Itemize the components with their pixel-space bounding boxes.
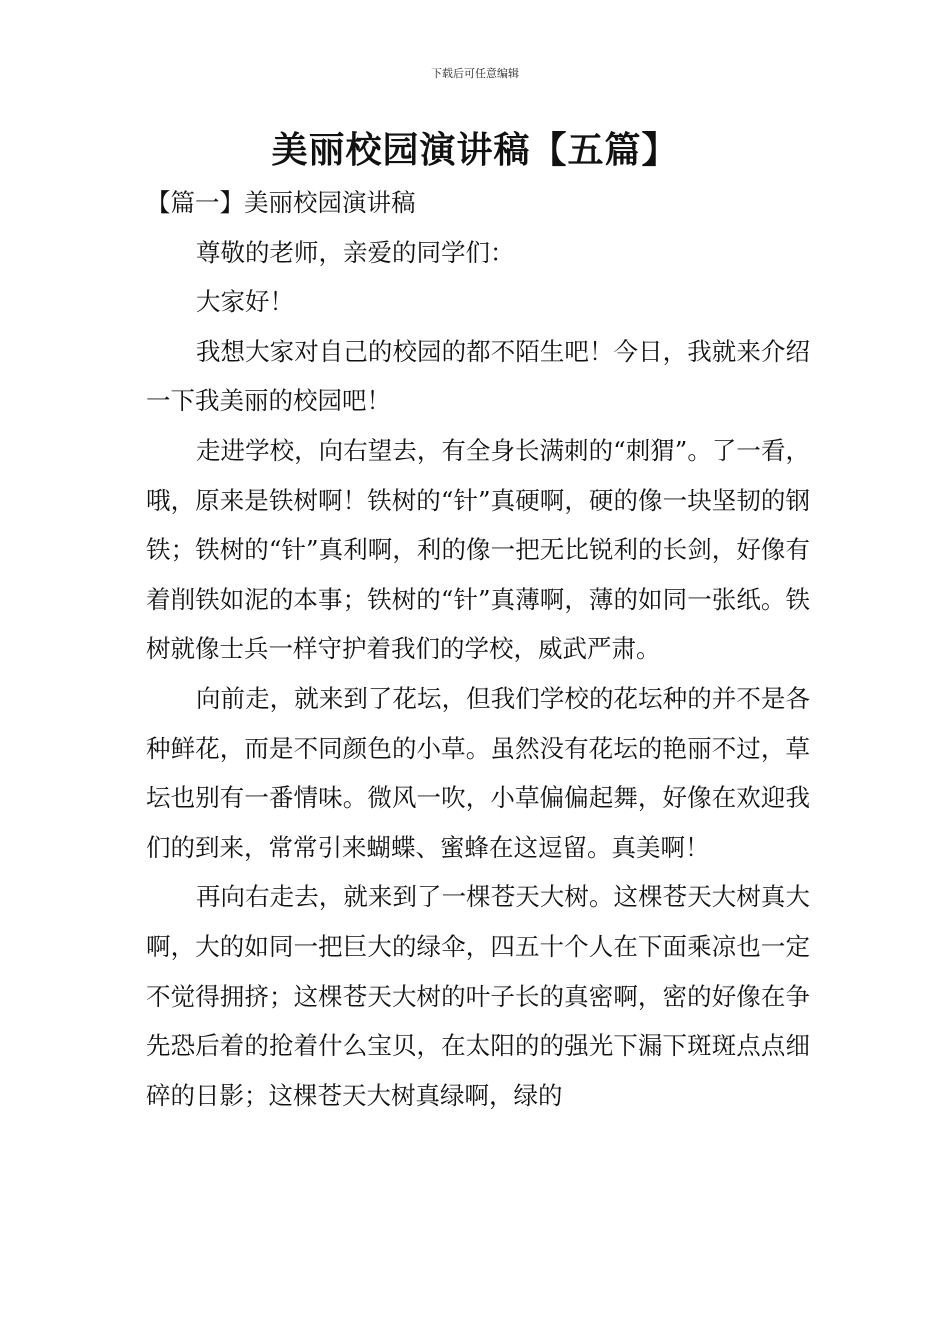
document-body	[146, 178, 810, 1120]
paragraph-intro: 我想大家对自己的校园的都不陌生吧！今日，我就来介绍一下我美丽的校园吧！	[146, 336, 810, 416]
paragraph-big-tree: 再向右走去，就来到了一棵苍天大树。这棵苍天大树真大啊，大的如同一把巨大的绿伞，四五十个人在下面乘凉也一定不觉得拥挤；这棵苍天大树的叶子长的真密啊，密的好像在争先恐后着的抢着什么宝贝，在太阳的的强光下漏下斑斑点点细碎的日影；这棵苍天大树真绿啊，绿的	[146, 882, 810, 1110]
document-title: 美丽校园演讲稿【五篇】	[271, 129, 679, 171]
section-heading: 【篇一】美丽校园演讲稿	[146, 188, 416, 217]
paragraph-flower-bed: 向前走，就来到了花坛，但我们学校的花坛种的并不是各种鲜花，而是不同颜色的小草。虽然没有花坛的艳丽不过，草坛也别有一番情味。微风一吹，小草偏偏起舞，好像在欢迎我们的到来，常常引来蝴蝶、蜜蜂在这逗留。真美啊！	[146, 683, 810, 862]
paragraph-iron-tree: 走进学校，向右望去，有全身长满刺的“刺猬”。了一看，哦，原来是铁树啊！铁树的“针”真硬啊，硬的像一块坚韧的钢铁；铁树的“针”真利啊，利的像一把无比锐利的长剑，好像有着削铁如泥的本事；铁树的“针”真薄啊，薄的如同一张纸。铁树就像士兵一样守护着我们的学校，威武严肃。	[146, 435, 810, 664]
paragraph-hello: 大家好！	[196, 287, 294, 317]
paragraph-greeting: 尊敬的老师，亲爱的同学们：	[196, 237, 515, 267]
header-note: 下载后可任意编辑	[431, 67, 519, 80]
